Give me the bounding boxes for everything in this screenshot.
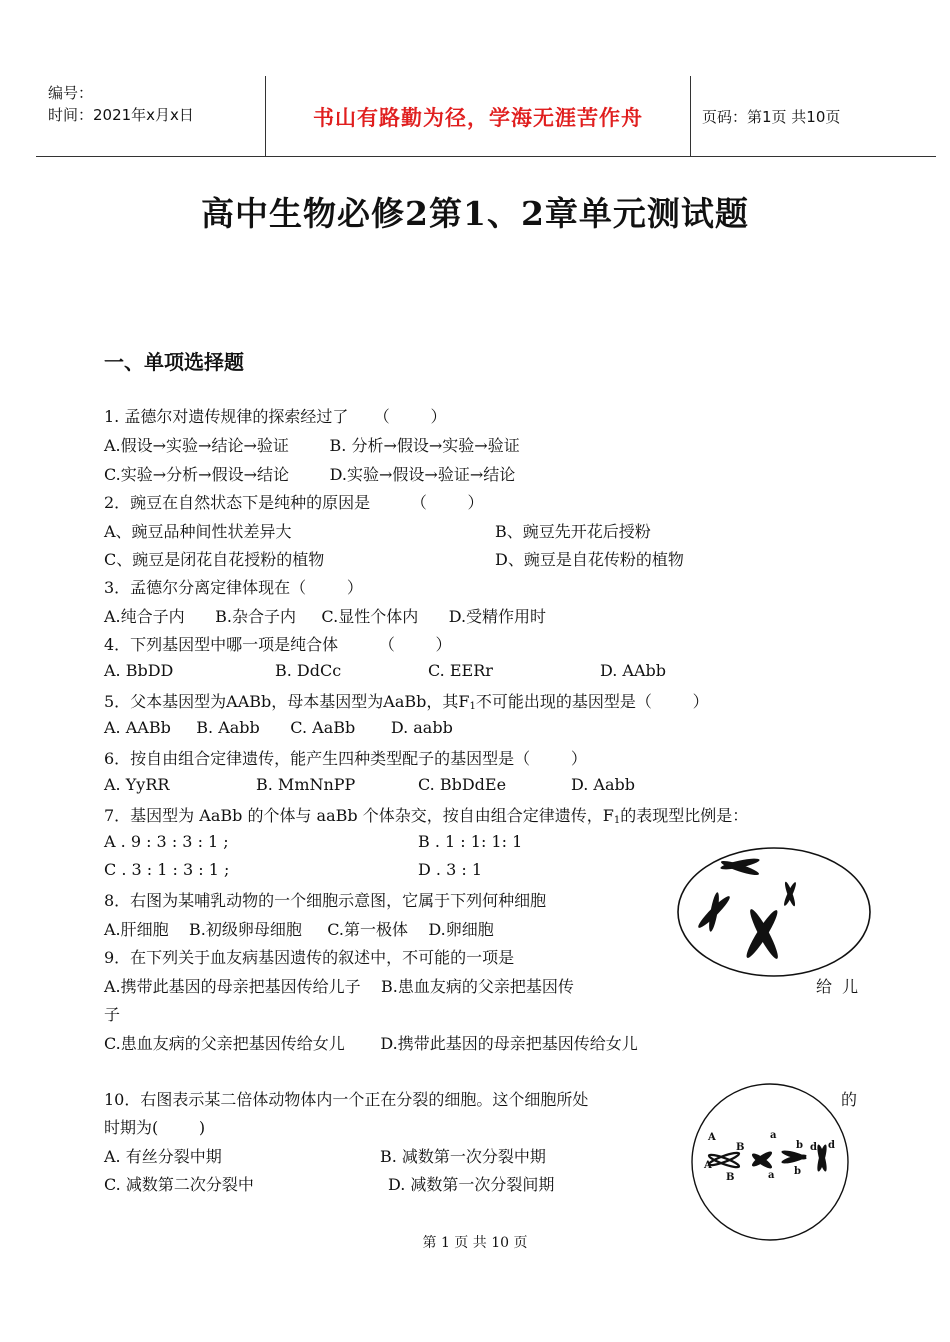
question-1-options-cd: C.实验→分析→假设→结论 D.实验→假设→验证→结论 — [104, 465, 516, 484]
header-motto: 书山有路勤为径，学海无涯苦作舟 — [313, 105, 643, 130]
time-label: 时间：2021年x月x日 — [48, 106, 194, 124]
question-10-option-a: A. 有丝分裂中期 — [104, 1147, 222, 1166]
question-7 — [104, 803, 748, 826]
gene-label: B — [726, 1172, 735, 1183]
question-4: 4．下列基因型中哪一项是纯合体 （ ） — [104, 635, 452, 654]
gene-label: a — [768, 1170, 775, 1181]
question-10-tail: 的 — [841, 1090, 858, 1109]
chromosome-pair-a — [708, 1151, 740, 1170]
question-9-options-ab: A.携带此基因的母亲把基因传给儿子 B.患血友病的父亲把基因传 — [104, 977, 574, 996]
question-6-option-a: A. YyRR — [104, 775, 170, 794]
question-4-option-d: D. AAbb — [600, 661, 667, 680]
question-4-option-b: B. DdCc — [275, 661, 342, 680]
question-2: 2．豌豆在自然状态下是纯种的原因是 （ ） — [104, 493, 484, 512]
question-9-wrap: 子 — [104, 1005, 121, 1024]
question-1: 1. 孟德尔对遗传规律的探索经过了 （ ） — [104, 407, 447, 426]
subscript: 1 — [613, 815, 621, 826]
question-10-option-d: D. 减数第一次分裂间期 — [388, 1175, 555, 1194]
gene-label: d — [828, 1140, 835, 1151]
question-2-option-a: A、豌豆品种间性状差异大 — [104, 522, 292, 541]
section-title: 一、单项选择题 — [104, 350, 244, 374]
chromosome — [696, 892, 733, 933]
question-4-option-a: A. BbDD — [104, 661, 174, 680]
gene-label: b — [796, 1140, 803, 1151]
gene-label: A — [708, 1132, 716, 1143]
header-meta — [48, 82, 194, 126]
chromosome-pair-b — [750, 1149, 774, 1171]
chromosomes — [696, 856, 798, 961]
question-7-text-end: 的表现型比例是： — [620, 806, 749, 825]
subscript: 1 — [469, 701, 476, 712]
question-1-options-ab: A.假设→实验→结论→验证 B. 分析→假设→实验→验证 — [104, 436, 520, 455]
question-7-option-a: A . 9 : 3 : 3 : 1 ; — [104, 832, 229, 851]
question-3: 3．孟德尔分离定律体现在（ ） — [104, 578, 363, 597]
page-title: 高中生物必修2第1、2章单元测试题 — [201, 194, 749, 233]
chromosome — [743, 907, 782, 961]
question-6-option-d: D. Aabb — [571, 775, 636, 794]
question-2-option-c: C、豌豆是闭花自花授粉的植物 — [104, 550, 325, 569]
question-6-option-b: B. MmNnPP — [256, 775, 356, 794]
gene-label: a — [770, 1130, 777, 1141]
question-7-option-b: B . 1 : 1: 1: 1 — [418, 832, 523, 851]
chromosome — [720, 856, 761, 877]
chromosome-pair-c — [781, 1149, 808, 1166]
question-9-options-cd: C.患血友病的父亲把基因传给女儿 D.携带此基因的母亲把基因传给女儿 — [104, 1034, 638, 1053]
question-10-option-c: C. 减数第二次分裂中 — [104, 1175, 254, 1194]
question-8-options: A.肝细胞 B.初级卵母细胞 C.第一极体 D.卵细胞 — [104, 920, 494, 939]
gene-label: B — [736, 1142, 745, 1153]
question-5-options: A. AABb B. Aabb C. AaBb D. aabb — [104, 718, 453, 737]
header-page-info: 页码：第1页 共10页 — [702, 108, 841, 126]
question-3-options: A.纯合子内 B.杂合子内 C.显性个体内 D.受精作用时 — [104, 607, 547, 626]
question-9-options-ab-tail: 给 儿 — [816, 977, 859, 996]
question-7-option-d: D . 3 : 1 — [418, 860, 483, 879]
chromosome-pair-d — [815, 1144, 828, 1173]
question-10-option-b: B. 减数第一次分裂中期 — [380, 1147, 546, 1166]
question-2-option-b: B、豌豆先开花后授粉 — [495, 522, 651, 541]
question-10-wrap: 时期为( ) — [104, 1118, 206, 1137]
question-5-text-end: 不可能出现的基因型是（ ） — [475, 692, 709, 711]
question-9: 9．在下列关于血友病基因遗传的叙述中，不可能的一项是 — [104, 948, 515, 967]
page-footer: 第 1 页 共 10 页 — [422, 1235, 528, 1251]
cell-diagram-q10 — [690, 1082, 850, 1242]
question-10: 10．右图表示某二倍体动物体内一个正在分裂的细胞。这个细胞所处 — [104, 1090, 589, 1109]
header-divider — [690, 76, 691, 156]
question-7-option-c: C . 3 : 1 : 3 : 1 ; — [104, 860, 230, 879]
cell-diagram-q8 — [676, 846, 872, 978]
question-5 — [104, 689, 709, 712]
question-5-text: 5．父本基因型为AABb，母本基因型为AaBb，其F — [104, 692, 470, 711]
question-6-option-c: C. BbDdEe — [418, 775, 507, 794]
gene-label: A — [704, 1160, 712, 1171]
question-6: 6．按自由组合定律遗传，能产生四种类型配子的基因型是（ ） — [104, 749, 587, 768]
number-label: 编号： — [48, 84, 94, 102]
question-8: 8．右图为某哺乳动物的一个细胞示意图，它属于下列何种细胞 — [104, 891, 547, 910]
question-7-text: 7．基因型为 AaBb 的个体与 aaBb 个体杂交，按自由组合定律遗传，F — [104, 806, 614, 825]
gene-label: d — [810, 1142, 817, 1153]
page-header — [36, 76, 936, 157]
chromosome — [782, 881, 798, 907]
question-4-option-c: C. EERr — [428, 661, 493, 680]
gene-label: b — [794, 1166, 801, 1177]
question-2-option-d: D、豌豆是自花传粉的植物 — [495, 550, 684, 569]
